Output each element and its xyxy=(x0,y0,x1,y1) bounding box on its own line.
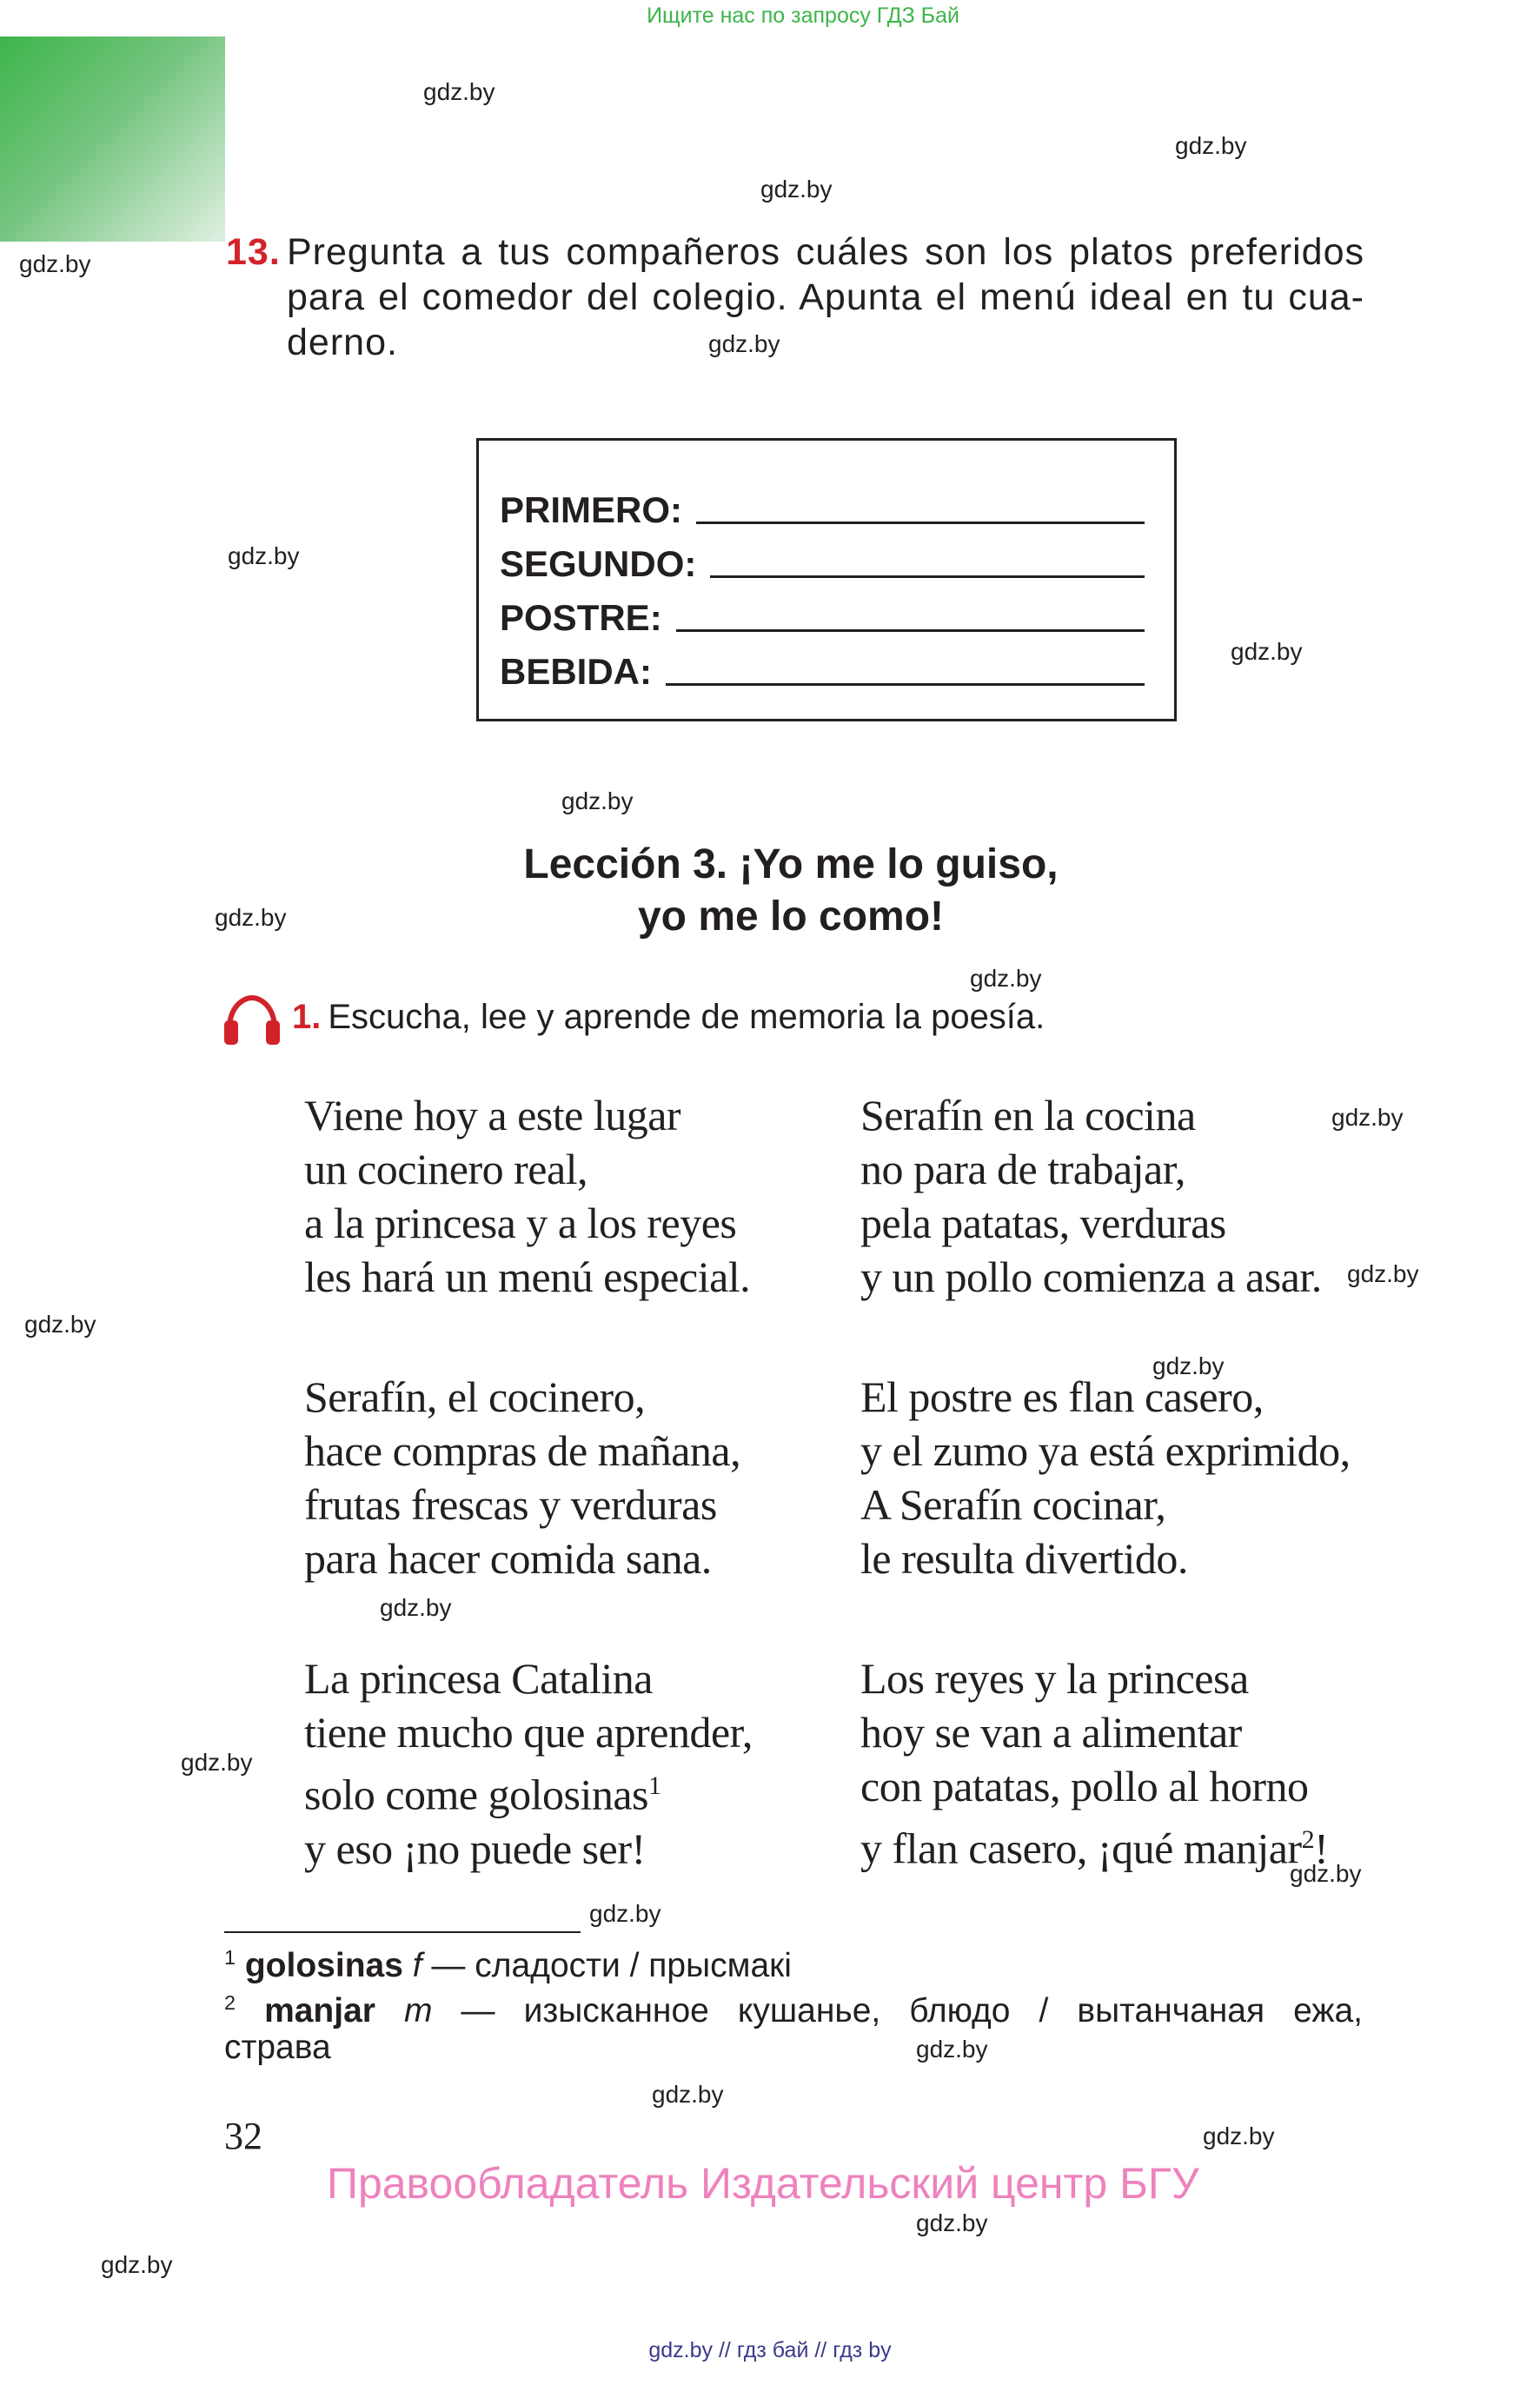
poem-line: les hará un menú especial. xyxy=(304,1252,751,1301)
watermark: gdz.by xyxy=(1231,638,1303,665)
poem-line: para hacer comida sana. xyxy=(304,1534,712,1583)
watermark: gdz.by xyxy=(652,2081,724,2108)
bottom-links[interactable]: gdz.by // гдз бай // гдз by xyxy=(648,2338,892,2362)
menu-line-postre xyxy=(500,585,1145,639)
watermark: gdz.by xyxy=(916,2036,988,2063)
watermark: gdz.by xyxy=(1331,1104,1404,1131)
footnote-word: manjar xyxy=(264,1992,375,2030)
menu-line-bebida xyxy=(500,639,1145,693)
task-1 xyxy=(226,998,1045,1037)
menu-line-primero xyxy=(500,477,1145,531)
footnote-number: 1 xyxy=(224,1946,236,1969)
footnote-2 xyxy=(224,1980,1363,2034)
watermark: gdz.by xyxy=(380,1594,452,1621)
task-number: 13. xyxy=(226,231,281,273)
poem-line: tiene mucho que aprender, xyxy=(304,1708,753,1757)
footnote-2-continued: страва xyxy=(224,2029,331,2066)
footnote-ref: 2 xyxy=(1301,1825,1315,1854)
footnote-translation: — сладости / прысмакі xyxy=(422,1947,792,1984)
poem-line: La princesa Catalina xyxy=(304,1654,653,1703)
watermark: gdz.by xyxy=(423,78,495,105)
menu-line-segundo xyxy=(500,531,1145,585)
lesson-title xyxy=(452,839,1130,943)
watermark: gdz.by xyxy=(760,176,833,203)
watermark: gdz.by xyxy=(1152,1352,1225,1379)
menu-label: POSTRE: xyxy=(500,597,662,638)
poem-line: Serafín, el cocinero, xyxy=(304,1372,646,1421)
task-text: Pregunta a tus compañeros cuáles son los platos preferidos para el comedor del colegio. Apunta el menú ideal en tu cua-derno. xyxy=(287,231,1364,363)
poem-line: y el zumo ya está exprimido, xyxy=(860,1426,1351,1475)
poem-line-text: solo come golosinas xyxy=(304,1770,649,1819)
watermark: gdz.by xyxy=(1175,132,1247,159)
watermark: gdz.by xyxy=(181,1749,253,1776)
green-corner-block xyxy=(0,37,225,242)
fill-in-line xyxy=(696,522,1145,524)
watermark: gdz.by xyxy=(101,2251,173,2278)
menu-label: PRIMERO: xyxy=(500,489,682,530)
fill-in-line xyxy=(676,629,1145,632)
menu-box xyxy=(476,438,1177,721)
footnote-gender: m xyxy=(404,1992,433,2030)
lesson-title-line-1: Lección 3. ¡Yo me lo guiso, xyxy=(523,841,1059,887)
fill-in-line xyxy=(710,575,1145,578)
footnote-rule xyxy=(224,1931,581,1933)
footnote-ref: 1 xyxy=(648,1771,661,1800)
watermark: gdz.by xyxy=(916,2209,988,2236)
poem-line: pela patatas, verduras xyxy=(860,1199,1226,1247)
task-13 xyxy=(226,229,1364,365)
poem-line: le resulta divertido. xyxy=(860,1534,1188,1583)
menu-label: SEGUNDO: xyxy=(500,543,697,584)
poem-line-text: y flan casero, ¡qué manjar xyxy=(860,1824,1302,1873)
watermark: gdz.by xyxy=(970,965,1042,992)
watermark: gdz.by xyxy=(24,1311,96,1338)
poem-line xyxy=(304,1759,753,1822)
watermark: gdz.by xyxy=(561,787,634,814)
watermark: gdz.by xyxy=(215,904,287,931)
poem-stanza xyxy=(304,1370,740,1585)
lesson-title-line-2: yo me lo como! xyxy=(637,894,945,940)
poem-line: Viene hoy a este lugar xyxy=(304,1091,681,1139)
poem-line: no para de trabajar, xyxy=(860,1145,1185,1193)
watermark: gdz.by xyxy=(1347,1260,1419,1287)
poem-stanza xyxy=(860,1651,1328,1876)
watermark: gdz.by xyxy=(228,542,300,569)
watermark: gdz.by xyxy=(19,250,91,277)
poem-line: El postre es flan casero, xyxy=(860,1372,1264,1421)
poem-line: un cocinero real, xyxy=(304,1145,588,1193)
poem-line: y eso ¡no puede ser! xyxy=(304,1824,646,1873)
menu-label: BEBIDA: xyxy=(500,651,652,692)
watermark: gdz.by xyxy=(708,330,780,357)
poem-line: Serafín en la cocina xyxy=(860,1091,1196,1139)
poem-line: hace compras de mañana, xyxy=(304,1426,741,1475)
poem-line: a la princesa y a los reyes xyxy=(304,1199,737,1247)
rights-holder: Правообладатель Издательский центр БГУ xyxy=(327,2159,1199,2208)
poem-stanza xyxy=(860,1370,1351,1585)
poem-end-mark: ! xyxy=(1314,1824,1329,1873)
task-text: Escucha, lee y aprende de memoria la poesía. xyxy=(328,998,1045,1036)
fill-in-line xyxy=(666,683,1145,686)
poem-line: y un pollo comienza a asar. xyxy=(860,1252,1322,1301)
footnote-gender: f xyxy=(412,1947,422,1984)
poem-line: A Serafín cocinar, xyxy=(860,1480,1166,1529)
poem-line: Los reyes y la princesa xyxy=(860,1654,1249,1703)
footnote-translation: — изысканное кушанье, блюдо / вытанчаная ежа, xyxy=(432,1992,1363,2030)
task-number: 1. xyxy=(292,998,322,1036)
poem-stanza xyxy=(304,1651,753,1876)
poem-line: con patatas, pollo al horno xyxy=(860,1762,1309,1810)
poem-line xyxy=(860,1813,1328,1876)
poem-stanza xyxy=(304,1088,750,1304)
watermark: gdz.by xyxy=(589,1900,661,1927)
footnote-number: 2 xyxy=(224,1991,236,2014)
poem-line: frutas frescas y verduras xyxy=(304,1480,717,1529)
page-number: 32 xyxy=(224,2115,262,2157)
footnote-word: golosinas xyxy=(244,1947,403,1984)
poem-line: hoy se van a alimentar xyxy=(860,1708,1242,1757)
watermark: gdz.by xyxy=(1290,1860,1362,1887)
poem-stanza xyxy=(860,1088,1322,1304)
watermark: gdz.by xyxy=(1203,2123,1275,2149)
top-note: Ищите нас по запросу ГДЗ Бай xyxy=(647,3,959,28)
